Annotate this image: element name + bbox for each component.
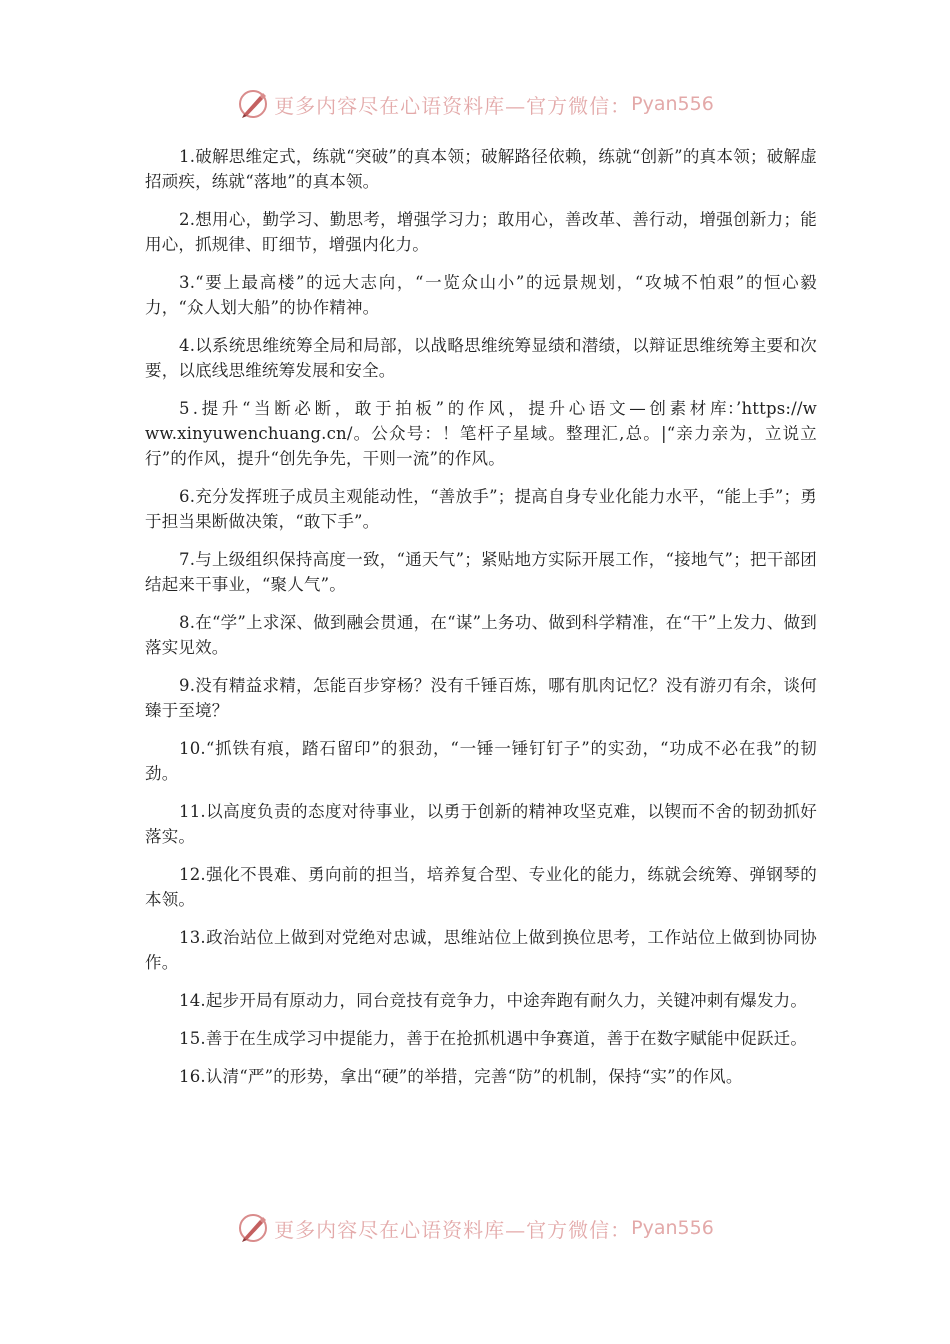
footer-banner: [0, 1208, 950, 1248]
list-item: 7.与上级组织保持高度一致，“通天气”；紧贴地方实际开展工作，“接地气”；把干部团结起来干事业，“聚人气”。: [145, 550, 817, 594]
list-item: 12.强化不畏难、勇向前的担当，培养复合型、专业化的能力，练就会统筹、弹钢琴的本领。: [145, 865, 817, 909]
pen-logo-icon: [236, 1211, 270, 1245]
list-item: 11.以高度负责的态度对待事业，以勇于创新的精神攻坚克难，以锲而不舍的韧劲抓好落实。: [145, 802, 817, 846]
banner-text: 更多内容尽在心语资料库—官方微信：: [274, 93, 632, 118]
list-item-part: 5.提升“当断必断，敢于拍板”的作风，提升心语文—创素材: [179, 399, 710, 418]
pen-logo-icon: [236, 87, 270, 121]
list-item: 9.没有精益求精，怎能百步穿杨？没有千锤百炼，哪有肌肉记忆？没有游刃有余，谈何臻于至境？: [145, 676, 817, 720]
list-item: 13.政治站位上做到对党绝对忠诚，思维站位上做到换位思考，工作站位上做到协同协作。: [145, 928, 817, 972]
list-item: 4.以系统思维统筹全局和局部，以战略思维统筹显绩和潜绩，以辩证思维统筹主要和次要，以底线思维统筹发展和安全。: [145, 336, 817, 380]
banner-text: 更多内容尽在心语资料库—官方微信：: [274, 1217, 632, 1242]
list-item-part: 库：’https://www.xinyuwenchuang.cn/。公众号：！笔杆子星域。整理汇,总。|“亲力亲为，立说立行”的作风，提升“创先争先，干则一流”的作风。: [145, 399, 817, 468]
list-item: 16.认清“严”的形势，拿出“硬”的举措，完善“防”的机制，保持“实”的作风。: [179, 1067, 743, 1086]
list-item: 10.“抓铁有痕，踏石留印”的狠劲，“一锤一锤钉钉子”的实劲，“功成不必在我”的韧劲。: [145, 739, 817, 783]
list-item: 6.充分发挥班子成员主观能动性，“善放手”；提高自身专业化能力水平，“能上手”；勇于担当果断做决策，“敢下手”。: [145, 487, 817, 531]
list-item: [145, 396, 817, 471]
list-item: 14.起步开局有原动力，同台竞技有竞争力，中途奔跑有耐久力，关键冲刺有爆发力。: [179, 991, 808, 1010]
list-item: 2.想用心，勤学习、勤思考，增强学习力；敢用心，善改革、善行动，增强创新力；能用心，抓规律、盯细节，增强内化力。: [145, 210, 817, 254]
list-item: 3.“要上最高楼”的远大志向，“一览众山小”的远景规划，“攻城不怕艰”的恒心毅力，“众人划大船”的协作精神。: [145, 273, 817, 317]
banner-wechat-handle: Pyan556: [631, 1217, 714, 1239]
list-item: 8.在“学”上求深、做到融会贯通，在“谋”上务功、做到科学精准，在“干”上发力、做到落实见效。: [145, 613, 817, 657]
list-item: 15.善于在生成学习中提能力，善于在抢抓机遇中争赛道，善于在数字赋能中促跃迁。: [179, 1029, 808, 1048]
banner-wechat-handle: Pyan556: [631, 93, 714, 115]
header-banner: [0, 84, 950, 124]
list-item: 1.破解思维定式，练就“突破”的真本领；破解路径依赖，练就“创新”的真本领；破解虚招顽疾，练就“落地”的真本领。: [145, 147, 817, 191]
document-body: [145, 144, 817, 1102]
